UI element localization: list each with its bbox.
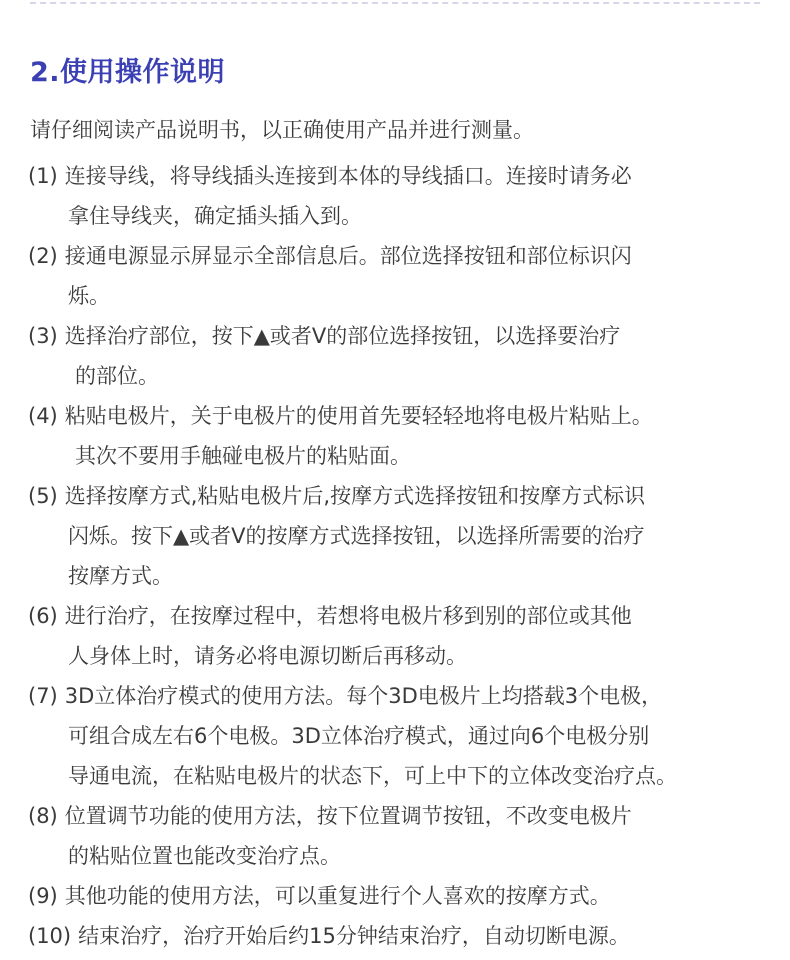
step-number: (4) [28,404,58,428]
step-text: 其他功能的使用方法，可以重复进行个人喜欢的按摩方式。 [64,884,611,908]
step-number: (2) [28,244,58,268]
step-item [28,156,788,236]
steps-list [28,156,788,956]
step-number: (8) [28,804,58,828]
step-item [28,676,788,796]
step-text-continued: 闪烁。按下▲或者V的按摩方式选择按钮，以选择所需要的治疗 [68,524,645,548]
step-item [28,596,788,676]
step-text-continued: 的粘贴位置也能改变治疗点。 [68,844,341,868]
step-item [28,476,788,596]
step-number: (7) [28,684,58,708]
step-text: 连接导线，将导线插头连接到本体的导线插口。连接时请务必 [64,164,632,188]
step-item [28,316,788,396]
step-number: (10) [28,924,72,948]
step-item [28,796,788,876]
step-text-continued: 的部位。 [75,364,159,388]
section-title: 2.使用操作说明 [30,57,226,88]
step-item [28,396,788,476]
step-text: 粘贴电极片，关于电极片的使用首先要轻轻地将电极片粘贴上。 [64,404,653,428]
step-text-continued: 拿住导线夹，确定插头插入到。 [68,204,362,228]
step-text-continued: 烁。 [68,284,110,308]
step-text: 结束治疗，治疗开始后约15分钟结束治疗，自动切断电源。 [78,924,630,948]
step-text: 进行治疗，在按摩过程中，若想将电极片移到别的部位或其他 [64,604,632,628]
step-number: (5) [28,484,58,508]
dashed-divider [30,2,760,4]
step-text-continued: 可组合成左右6个电极。3D立体治疗模式，通过向6个电极分别 [68,724,650,748]
step-number: (3) [28,324,58,348]
step-text: 位置调节功能的使用方法，按下位置调节按钮，不改变电极片 [64,804,632,828]
step-text-continued: 其次不要用手触碰电极片的粘贴面。 [75,444,411,468]
step-text: 选择治疗部位，按下▲或者V的部位选择按钮，以选择要治疗 [64,324,621,348]
step-text-continued: 按摩方式。 [68,564,173,588]
step-number: (9) [28,884,58,908]
intro-text: 请仔细阅读产品说明书，以正确使用产品并进行测量。 [30,118,534,142]
step-text: 3D立体治疗模式的使用方法。每个3D电极片上均搭载3个电极， [64,684,663,708]
step-number: (1) [28,164,58,188]
step-item [28,916,788,956]
step-item [28,236,788,316]
step-text: 选择按摩方式,粘贴电极片后,按摩方式选择按钮和按摩方式标识 [64,484,646,508]
step-item [28,876,788,916]
step-text-continued: 人身体上时，请务必将电源切断后再移动。 [68,644,467,668]
step-text: 接通电源显示屏显示全部信息后。部位选择按钮和部位标识闪 [64,244,632,268]
step-text-continued: 导通电流，在粘贴电极片的状态下，可上中下的立体改变治疗点。 [68,764,677,788]
step-number: (6) [28,604,58,628]
